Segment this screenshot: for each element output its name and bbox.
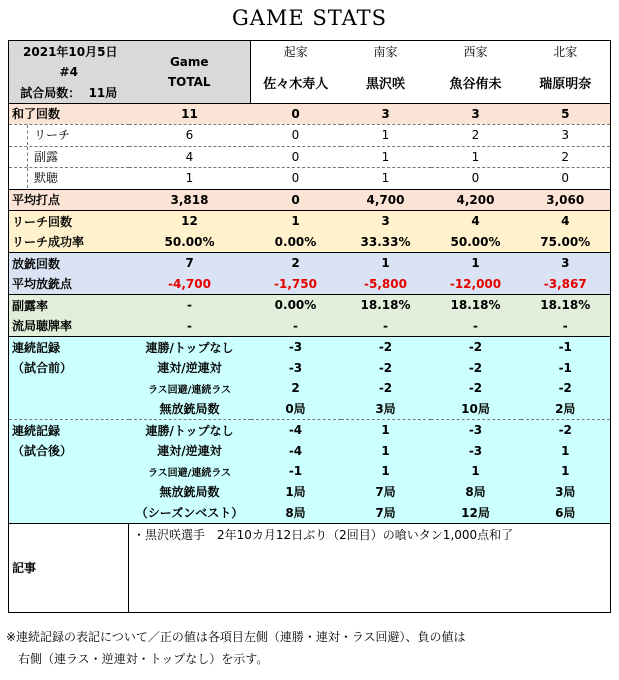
streak-after-row: ラス回避/連続ラス -1 1 1 1 (9, 461, 611, 482)
footnote-line: 右側（連ラス・逆連対・トップなし）を示す。 (18, 652, 269, 666)
avg-score-row: 平均打点 3,818 0 4,700 4,200 3,060 (9, 189, 611, 211)
streak-before-row: 無放銃局数 0局 3局 10局 2局 (9, 399, 611, 420)
player-name-mizuhara: 瑞原明奈 (521, 62, 611, 104)
streak-before-row: ラス回避/連続ラス 2 -2 -2 -2 (9, 378, 611, 399)
dealin-avg-row: 平均放銃点 -4,700 -1,750 -5,800 -12,000 -3,867 (9, 274, 611, 295)
match-date: 2021年10月5日 (9, 41, 129, 62)
game-number: #4 (9, 62, 129, 83)
wins-call-row: 副露 4 0 1 1 2 (9, 146, 611, 168)
article-text: ・黒沢咲選手 2年10カ月12日ぶり（2回目）の喰いタン1,000点和了 (129, 523, 611, 612)
riichi-rate-row: リーチ成功率 50.00% 0.00% 33.33% 50.00% 75.00% (9, 232, 611, 253)
streak-before-row: （試合前） 連対/逆連対 -3 -2 -2 -1 (9, 358, 611, 379)
ryukyoku-tenpai-row: 流局聴牌率 - - - - - (9, 316, 611, 337)
article-label: 記事 (9, 523, 129, 612)
player-name-uotani: 魚谷侑未 (449, 76, 502, 92)
footnote-line: ※連続記録の表記について／正の値は各項目左側（連勝・連対・ラス回避）、負の値は (6, 630, 466, 644)
wins-dama-row: 默聴 1 0 1 0 0 (9, 168, 611, 190)
stats-table (8, 40, 611, 613)
streak-after-row: 連続記録 連勝/トップなし -4 1 -3 -2 (9, 420, 611, 441)
seat-west: 西家 (431, 41, 521, 62)
wins-riichi-row: リーチ 6 0 1 2 3 (9, 125, 611, 147)
player-name-sasaki: 佐々木寿人 (263, 76, 329, 92)
seat-north: 北家 (521, 41, 611, 62)
call-rate-row: 副露率 - 0.00% 18.18% 18.18% 18.18% (9, 295, 611, 316)
streak-after-row: （試合後） 連対/逆連対 -4 1 -3 1 (9, 441, 611, 462)
seat-east: 起家 (251, 41, 341, 62)
streak-after-row: 無放銃局数 1局 7局 8局 3局 (9, 482, 611, 503)
footnote (6, 626, 612, 670)
dealin-count-row: 放銃回数 7 2 1 1 3 (9, 253, 611, 274)
wins-row: 和了回数 11 0 3 3 5 (9, 103, 611, 125)
player-name-kurosawa: 黒沢咲 (365, 76, 405, 92)
article-row (9, 523, 611, 612)
games-count: 試合局数： 11局 (9, 82, 129, 103)
game-total-header: Game TOTAL (129, 41, 251, 104)
page-title: GAME STATS (231, 6, 388, 30)
riichi-count-row: リーチ回数 12 1 3 4 4 (9, 211, 611, 232)
streak-after-row: （シーズンベスト） 8局 7局 12局 6局 (9, 502, 611, 523)
seat-south: 南家 (341, 41, 431, 62)
streak-before-row: 連続記録 連勝/トップなし -3 -2 -2 -1 (9, 337, 611, 358)
